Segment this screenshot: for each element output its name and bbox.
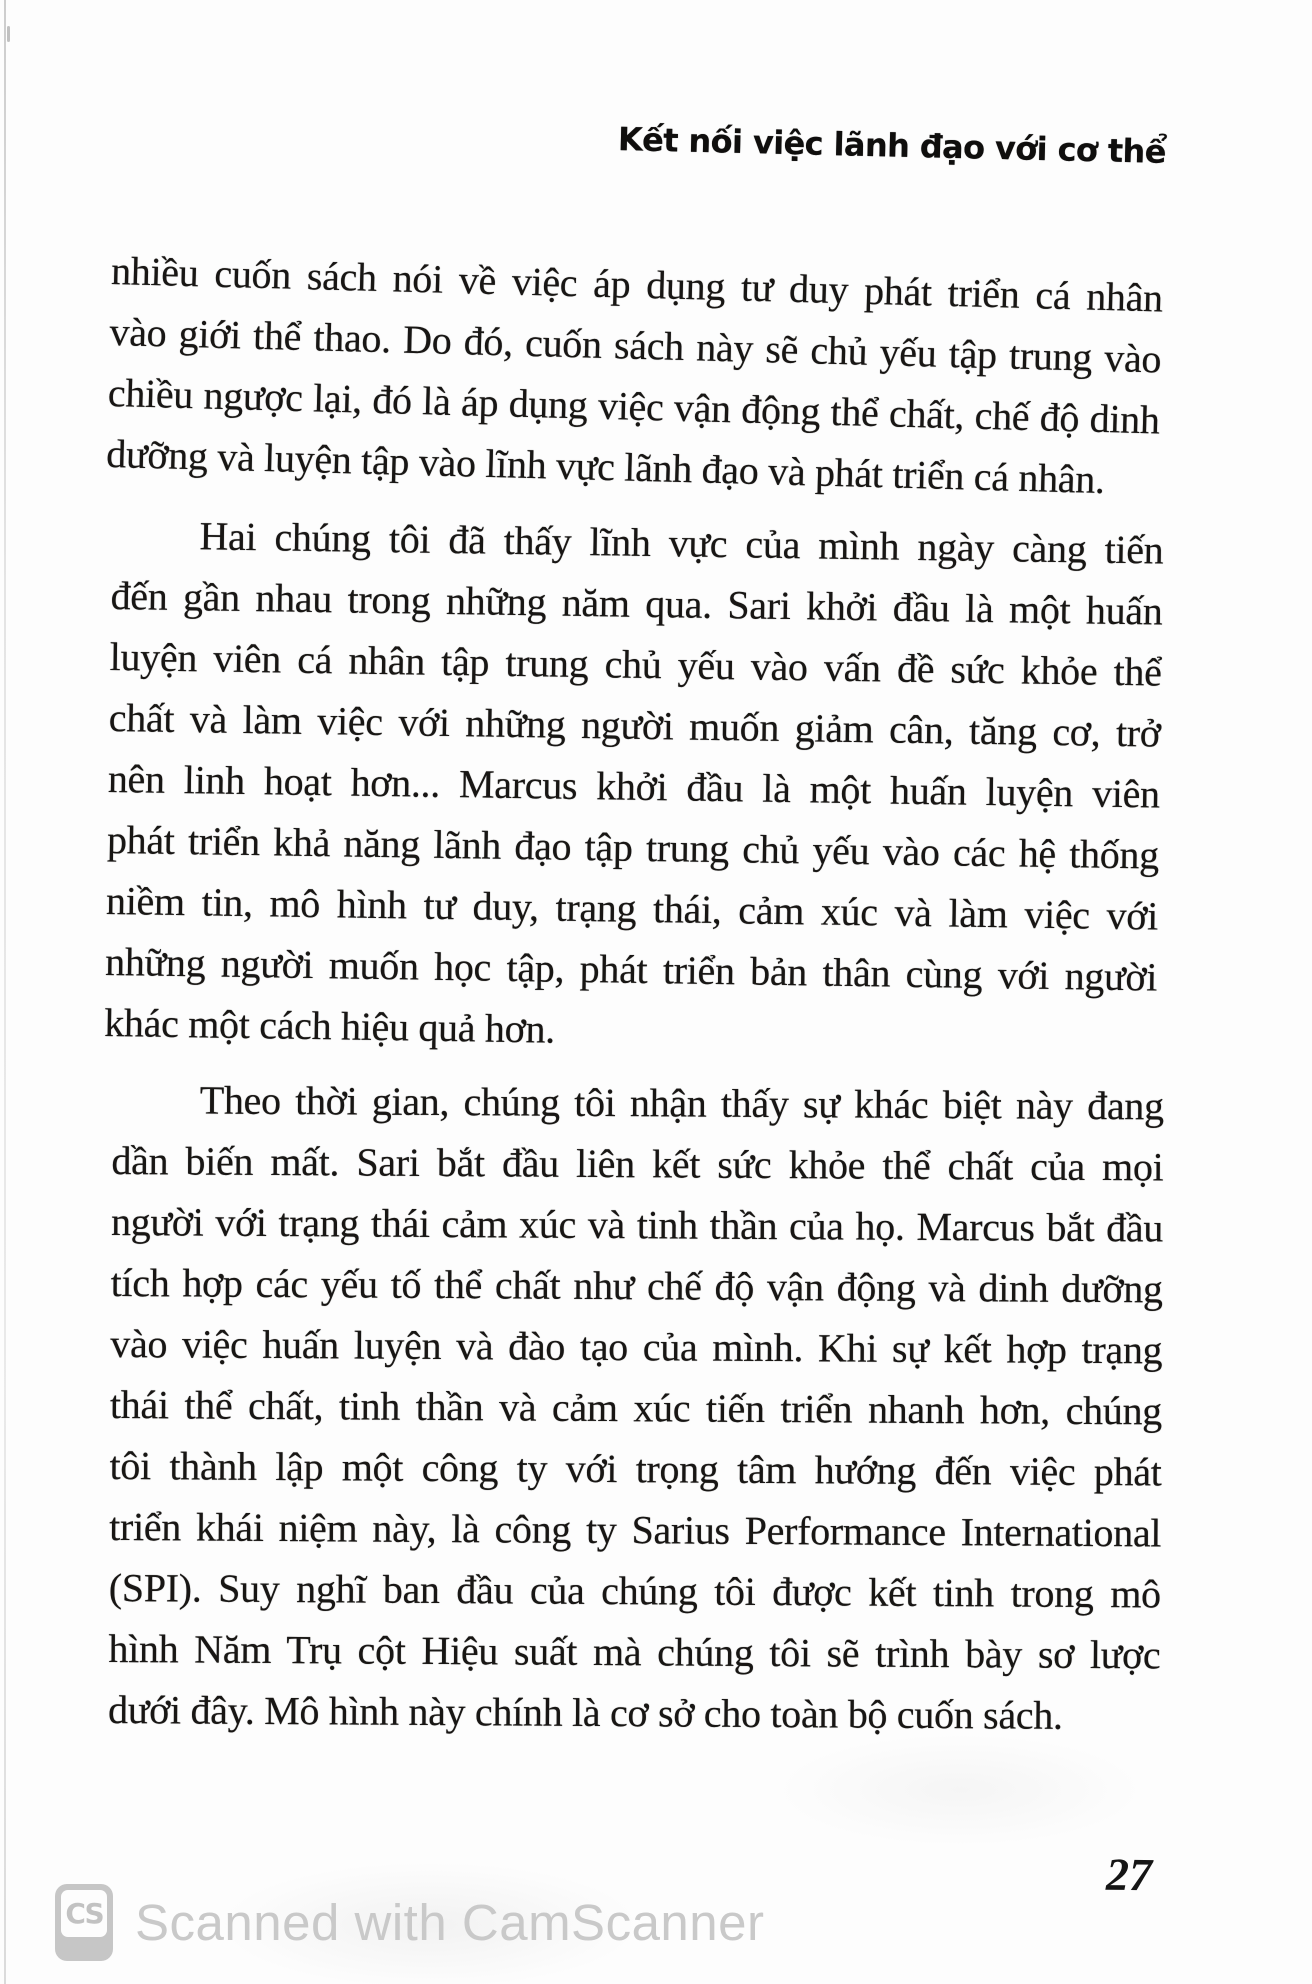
paragraph-3 [108, 1069, 1164, 1746]
camscanner-logo-text: CS [61, 1890, 107, 1937]
text-line: chiều ngược lại, đó là áp dụng việc vận động thể chất, chế độ dinh [107, 369, 1161, 443]
text-line: khác một cách hiệu quả hơn. [103, 999, 556, 1052]
camscanner-logo-icon [55, 1884, 113, 1961]
text-line: vào giới thể thao. Do đó, cuốn sách này sẽ chủ yếu tập trung vào [109, 308, 1162, 382]
running-header: Kết nối việc lãnh đạo với cơ thể [617, 120, 1167, 171]
text-line: phát triển khả năng lãnh đạo tập trung chủ yếu vào các hệ thống [106, 816, 1160, 878]
text-line: đến gần nhau trong những năm qua. Sari khởi đầu là một huấn [110, 572, 1163, 634]
text-line: dần biến mất. Sari bắt đầu liên kết sức khỏe thể chất của mọi [111, 1137, 1164, 1190]
camscanner-watermark [55, 1884, 765, 1961]
scan-mark-artifact [7, 26, 10, 42]
text-line: thái thể chất, tinh thần và cảm xúc tiến triển nhanh hơn, chúng [109, 1381, 1163, 1434]
paragraph-2 [104, 504, 1164, 1069]
text-line: nên linh hoạt hơn... Marcus khởi đầu là một huấn luyện viên [107, 755, 1161, 817]
text-line: dưới đây. Mô hình này chính là cơ sở cho toàn bộ cuốn sách. [107, 1686, 1063, 1738]
text-line: tích hợp các yếu tố thể chất như chế độ vận động và dinh dưỡng [110, 1259, 1163, 1312]
text-line: (SPI). Suy nghĩ ban đầu của chúng tôi được kết tinh trong mô [108, 1564, 1161, 1617]
text-line: hình Năm Trụ cột Hiệu suất mà chúng tôi sẽ trình bày sơ lược [108, 1625, 1161, 1678]
text-line: nhiều cuốn sách nói về việc áp dụng tư duy phát triển cá nhân [110, 247, 1164, 321]
paragraph-1 [106, 240, 1164, 511]
text-line: chất và làm việc với những người muốn giảm cân, tăng cơ, trở [108, 694, 1162, 756]
body-text [103, 240, 1164, 1740]
camscanner-label: Scanned with CamScanner [135, 1894, 765, 1951]
text-line: vào việc huấn luyện và đào tạo của mình. Khi sự kết hợp trạng [110, 1320, 1163, 1373]
page-number: 27 [1105, 1848, 1153, 1901]
text-line: Hai chúng tôi đã thấy lĩnh vực của mình ngày càng tiến [199, 513, 1164, 573]
text-line: Theo thời gian, chúng tôi nhận thấy sự khác biệt này đang [199, 1077, 1164, 1129]
scan-edge-artifact [4, 0, 6, 1984]
text-line: triển khái niệm này, là công ty Sarius Performance International [109, 1503, 1162, 1556]
text-line: niềm tin, mô hình tư duy, trạng thái, cảm xúc và làm việc với [105, 877, 1159, 939]
text-line: tôi thành lập một công ty với trọng tâm hướng đến việc phát [109, 1442, 1162, 1495]
text-line: luyện viên cá nhân tập trung chủ yếu vào vấn đề sức khỏe thể [109, 633, 1162, 695]
text-line: người với trạng thái cảm xúc và tinh thần của họ. Marcus bắt đầu [110, 1198, 1164, 1251]
text-line: dưỡng và luyện tập vào lĩnh vực lãnh đạo và phát triển cá nhân. [105, 430, 1106, 503]
text-line: những người muốn học tập, phát triển bản thân cùng với người [104, 938, 1158, 1000]
